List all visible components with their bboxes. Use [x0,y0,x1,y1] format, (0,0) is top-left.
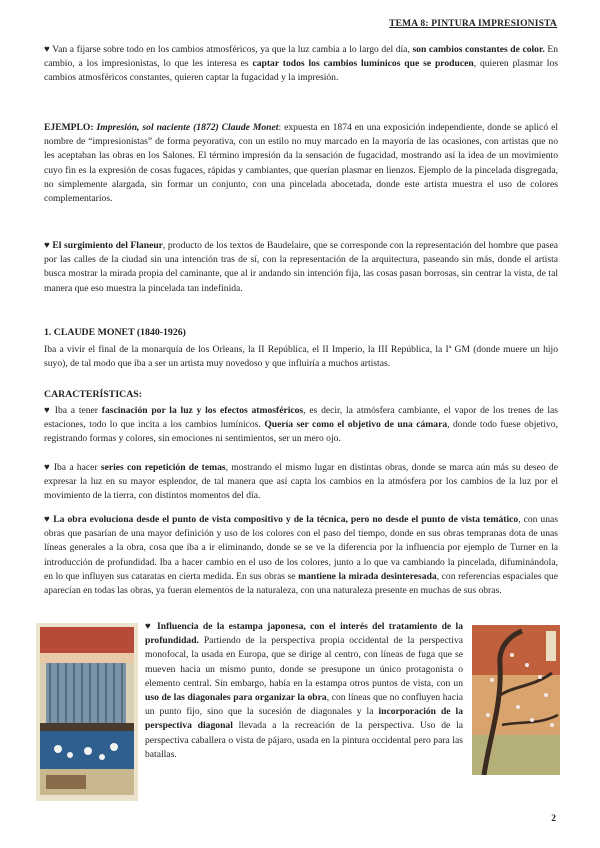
japanese-print-image-right [472,625,560,775]
characteristic-item-series: ♥ Iba a hacer series con repetición de temas, mostrando el mismo lugar en distintas obras, donde se marca aún más su deseo de expresar la luz en su mayor esplendor, de tal manera que así capta los cambios en la atmósfera por los cambios de la luz por el movimiento de la tierra, con distintos momentos del día. [44,462,558,502]
japanese-print-image-left [36,623,138,801]
characteristic-item-evolution: ♥ La obra evoluciona desde el punto de vista compositivo y de la técnica, pero no desde el punto de vista temático, con unas obras que pasarían de una mayor definición y uso de los colores con el paso del tiempo, donde en sus obras tempranas dota de unas líneas generales a la obra, cosa que iba a ir eliminando, donde se se ve la diferencia por la influencia por ejemplo de Turner en la introducción de profundidad. Iba a hacer cambio en el uso de los colores, junto a lo que va cambiando la pincelada, difuminándola, en lo que influyen sus cataratas en cierta medida. En sus obras se mantiene la mirada desinteresada, con referencias espaciales que aparecían en todas las obras, ya fueran elementos de la naturaleza, con una naturaleza presente en muchas de sus obras. [44,514,558,597]
characteristic-item-japanese-print: ♥ Influencia de la estampa japonesa, con el interés del tratamiento de la profundidad. Partiendo de la perspectiva propia occidental de la perspectiva monofocal, la usada en Europa, que se dirige al centro, con líneas de fuga que se mueven hacia un mismo punto, donde se presupone un único protagonista o elemento central. Sin embargo, había en la estampa otros puntos de vista, con un uso de las diagonales para organizar la obra, con líneas que no confluyen hacia un punto fijo, sino que la sucesión de diagonales y la incorporación de la perspectiva diagonal llevada a la recreación de la perspectiva. Uso de la perspectiva caballera o vista de pájaro, usada en la pintura occidental pero para las batallas. [145,621,463,760]
paragraph-monet-intro: Iba a vivir el final de la monarquía de los Orleans, la II República, el II Imperio, la III República, la Iª GM (donde muere un hijo suyo), de tal modo que iba a ser un artista muy novedoso y que influiría a muchos artistas. [44,344,558,370]
section-heading-monet: 1. CLAUDE MONET (1840-1926) [44,327,186,338]
paragraph-example-impression: EJEMPLO: Impresión, sol naciente (1872) Claude Monet: expuesta en 1874 en una exposición independiente, donde se aplicó el nombre de “impresionistas” de forma peyorativa, con un estilo no muy marcado en la mayoría de las ocasiones, con artistas que no les aceptaban las obras en los Salones. El término impresión da la sensación de fugacidad, mostrando así la idea de un movimiento cuyo fin es la expresión de cosas fugaces, rápidas y cambiantes, que querían plasmar en lienzos. Ejemplo de la pincelada disgregada, no simplemente alargada, sin formar un conjunto, con una pincelada abocetada, donde este artista muestra el uso de colores complementarios. [44,122,558,205]
characteristic-item-light: ♥ Iba a tener fascinación por la luz y los efectos atmosféricos, es decir, la atmósfera cambiante, el vapor de los trenes de las estaciones, todo lo que incita a los cambios lumínicos. Quería ser como el objetivo de una cámara, donde todo fuese objetivo, registrando formas y colores, sin emociones ni sentimientos, ser un mero ojo. [44,405,558,445]
characteristics-heading: CARACTERÍSTICAS: [44,389,142,400]
page-header: TEMA 8: PINTURA IMPRESIONISTA [389,19,557,29]
page-number: 2 [551,814,556,824]
paragraph-atmospheric-changes: ♥ Van a fijarse sobre todo en los cambios atmosféricos, ya que la luz cambia a lo largo del día, son cambios constantes de color. En cambio, a los impresionistas, lo que les interesa es captar todos los cambios lumínicos que se producen, quieren plasmar los cambios atmosféricos constantes, quieren captar la fugacidad y la impresión. [44,44,559,84]
paragraph-flaneur: ♥ El surgimiento del Flaneur, producto de los textos de Baudelaire, que se corresponde con la representación del hombre que pasea por las calles de la ciudad sin una intención tras de sí, con la representación de la arquitectura, paseando sin más, donde el artista busca mostrar la mirada propia del caminante, que al ir andando sin intención fija, las cosas pasan borrosas, sin centrar la vista, de tal manera que eso muestra la pincelada tan indefinida. [44,240,558,294]
